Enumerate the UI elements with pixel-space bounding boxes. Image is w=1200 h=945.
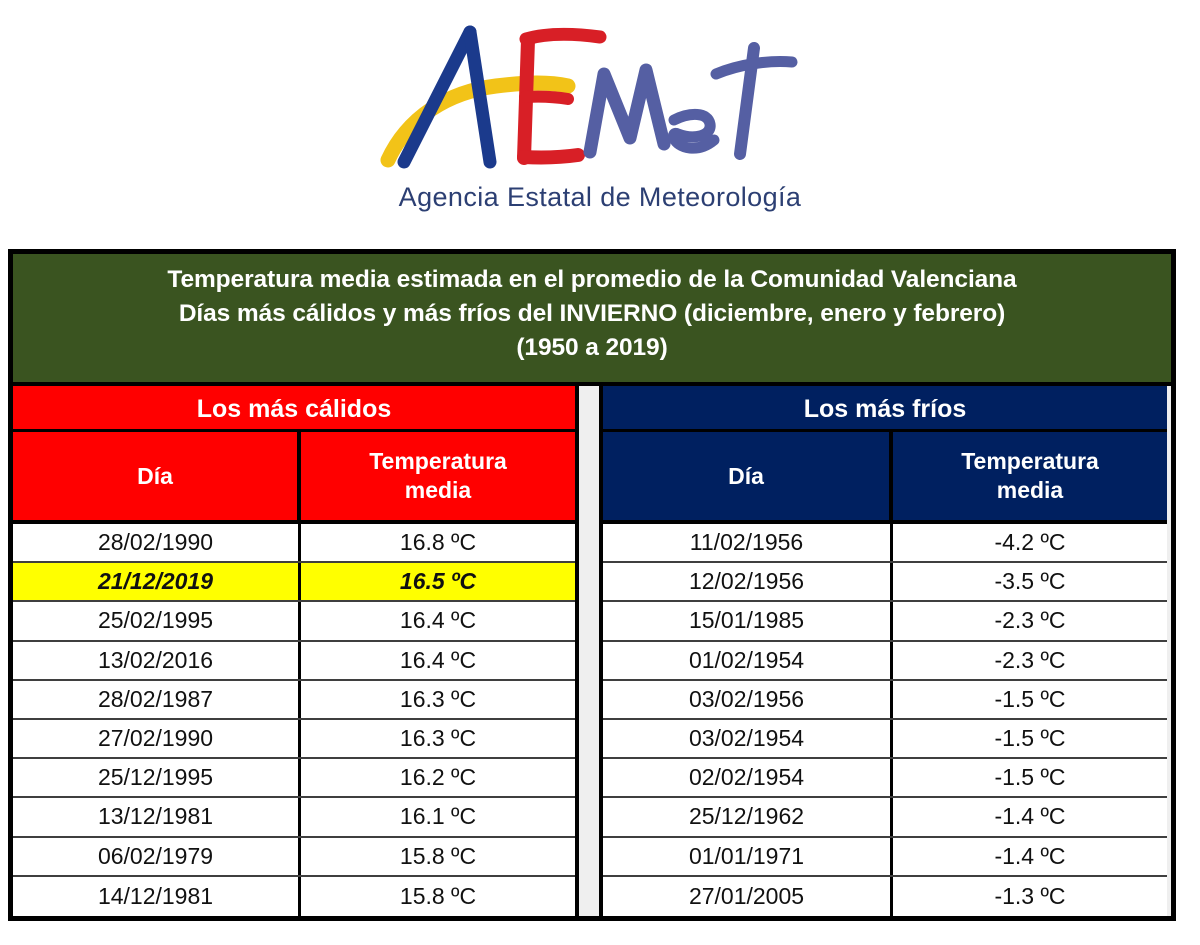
- agency-subtitle: Agencia Estatal de Meteorología: [398, 182, 802, 212]
- table-row: [603, 720, 1167, 759]
- cell-day: 25/02/1995: [13, 602, 301, 639]
- cell-temperature: -2.3 ºC: [994, 646, 1066, 673]
- coldest-header-day: Día: [603, 432, 893, 520]
- warmest-header-temperature-line1: Temperatura: [369, 448, 507, 474]
- coldest-days-panel: [599, 386, 1167, 916]
- cell-day: 12/02/1956: [603, 563, 893, 600]
- cell-temperature: -1.4 ºC: [994, 842, 1066, 869]
- coldest-header-temperature-line1: Temperatura: [961, 448, 1099, 474]
- warmest-header-temperature-line2: media: [404, 477, 472, 503]
- table-row: [603, 524, 1167, 563]
- table-row: [13, 681, 575, 720]
- cell-day: 01/02/1954: [603, 642, 893, 679]
- cell-day: 11/02/1956: [603, 524, 893, 561]
- records-table: [8, 249, 1176, 921]
- cell-temperature: 16.3 ºC: [399, 725, 477, 752]
- cell-temperature: -1.3 ºC: [994, 882, 1066, 909]
- cell-day: 25/12/1962: [603, 798, 893, 835]
- cell-day: 13/02/2016: [13, 642, 301, 679]
- cell-day: 25/12/1995: [13, 759, 301, 796]
- cell-day: 02/02/1954: [603, 759, 893, 796]
- cell-temperature: -1.5 ºC: [994, 685, 1066, 712]
- cell-day: 15/01/1985: [603, 602, 893, 639]
- banner-line-1: Temperatura media estimada en el promedio de la Comunidad Valenciana: [167, 266, 1017, 293]
- cell-day: 27/01/2005: [603, 877, 893, 916]
- cell-temperature: -2.3 ºC: [994, 607, 1066, 634]
- table-row: [603, 877, 1167, 916]
- table-row: [13, 720, 575, 759]
- cell-temperature: 16.8 ºC: [399, 529, 477, 556]
- warmest-column-headers: [13, 432, 575, 524]
- cell-temperature: -3.5 ºC: [994, 568, 1066, 595]
- coldest-rows: [603, 524, 1167, 916]
- cell-temperature: 16.3 ºC: [399, 685, 477, 712]
- table-row: [603, 602, 1167, 641]
- aemet-logo-icon: [378, 12, 798, 177]
- cell-day: 03/02/1954: [603, 720, 893, 757]
- warmest-section-title: Los más cálidos: [13, 386, 575, 432]
- cell-temperature: -1.5 ºC: [994, 764, 1066, 791]
- table-row: [13, 877, 575, 916]
- cell-day: 14/12/1981: [13, 877, 301, 916]
- cell-day: 28/02/1990: [13, 524, 301, 561]
- cell-temperature: -1.5 ºC: [994, 725, 1066, 752]
- cell-day: 01/01/1971: [603, 838, 893, 875]
- cell-temperature: 15.8 ºC: [399, 842, 477, 869]
- table-title-banner: [13, 254, 1171, 386]
- table-row: [603, 759, 1167, 798]
- table-panels: [13, 386, 1171, 916]
- cell-temperature: 16.2 ºC: [399, 764, 477, 791]
- cell-day: 21/12/2019: [13, 563, 301, 600]
- cell-temperature: 16.1 ºC: [399, 803, 477, 830]
- warmest-days-panel: [13, 386, 579, 916]
- warmest-header-day: Día: [13, 432, 301, 520]
- cell-temperature: 15.8 ºC: [399, 882, 477, 909]
- cell-day: 03/02/1956: [603, 681, 893, 718]
- table-row: [13, 602, 575, 641]
- warmest-rows: [13, 524, 575, 916]
- cell-day: 28/02/1987: [13, 681, 301, 718]
- cell-temperature: 16.4 ºC: [399, 646, 477, 673]
- table-row: [603, 798, 1167, 837]
- panel-gutter: [579, 386, 599, 916]
- coldest-column-headers: [603, 432, 1167, 524]
- table-row: [13, 838, 575, 877]
- cell-temperature: 16.4 ºC: [399, 607, 477, 634]
- table-row: [603, 563, 1167, 602]
- coldest-header-temperature: [893, 432, 1167, 520]
- table-row: [13, 759, 575, 798]
- cell-day: 27/02/1990: [13, 720, 301, 757]
- table-row: [13, 642, 575, 681]
- cell-temperature: -4.2 ºC: [994, 529, 1066, 556]
- banner-line-2: Días más cálidos y más fríos del INVIERNO (diciembre, enero y febrero): [178, 300, 1006, 327]
- table-row: [13, 524, 575, 563]
- table-row: [13, 798, 575, 837]
- cell-temperature: 16.5 ºC: [399, 568, 477, 595]
- warmest-header-temperature: [301, 432, 575, 520]
- table-row: [13, 563, 575, 602]
- coldest-header-temperature-line2: media: [996, 477, 1064, 503]
- logo-header: [0, 0, 1200, 240]
- banner-line-3: (1950 a 2019): [516, 334, 668, 361]
- table-row: [603, 642, 1167, 681]
- table-row: [603, 681, 1167, 720]
- coldest-section-title: Los más fríos: [603, 386, 1167, 432]
- cell-temperature: -1.4 ºC: [994, 803, 1066, 830]
- cell-day: 13/12/1981: [13, 798, 301, 835]
- cell-day: 06/02/1979: [13, 838, 301, 875]
- table-row: [603, 838, 1167, 877]
